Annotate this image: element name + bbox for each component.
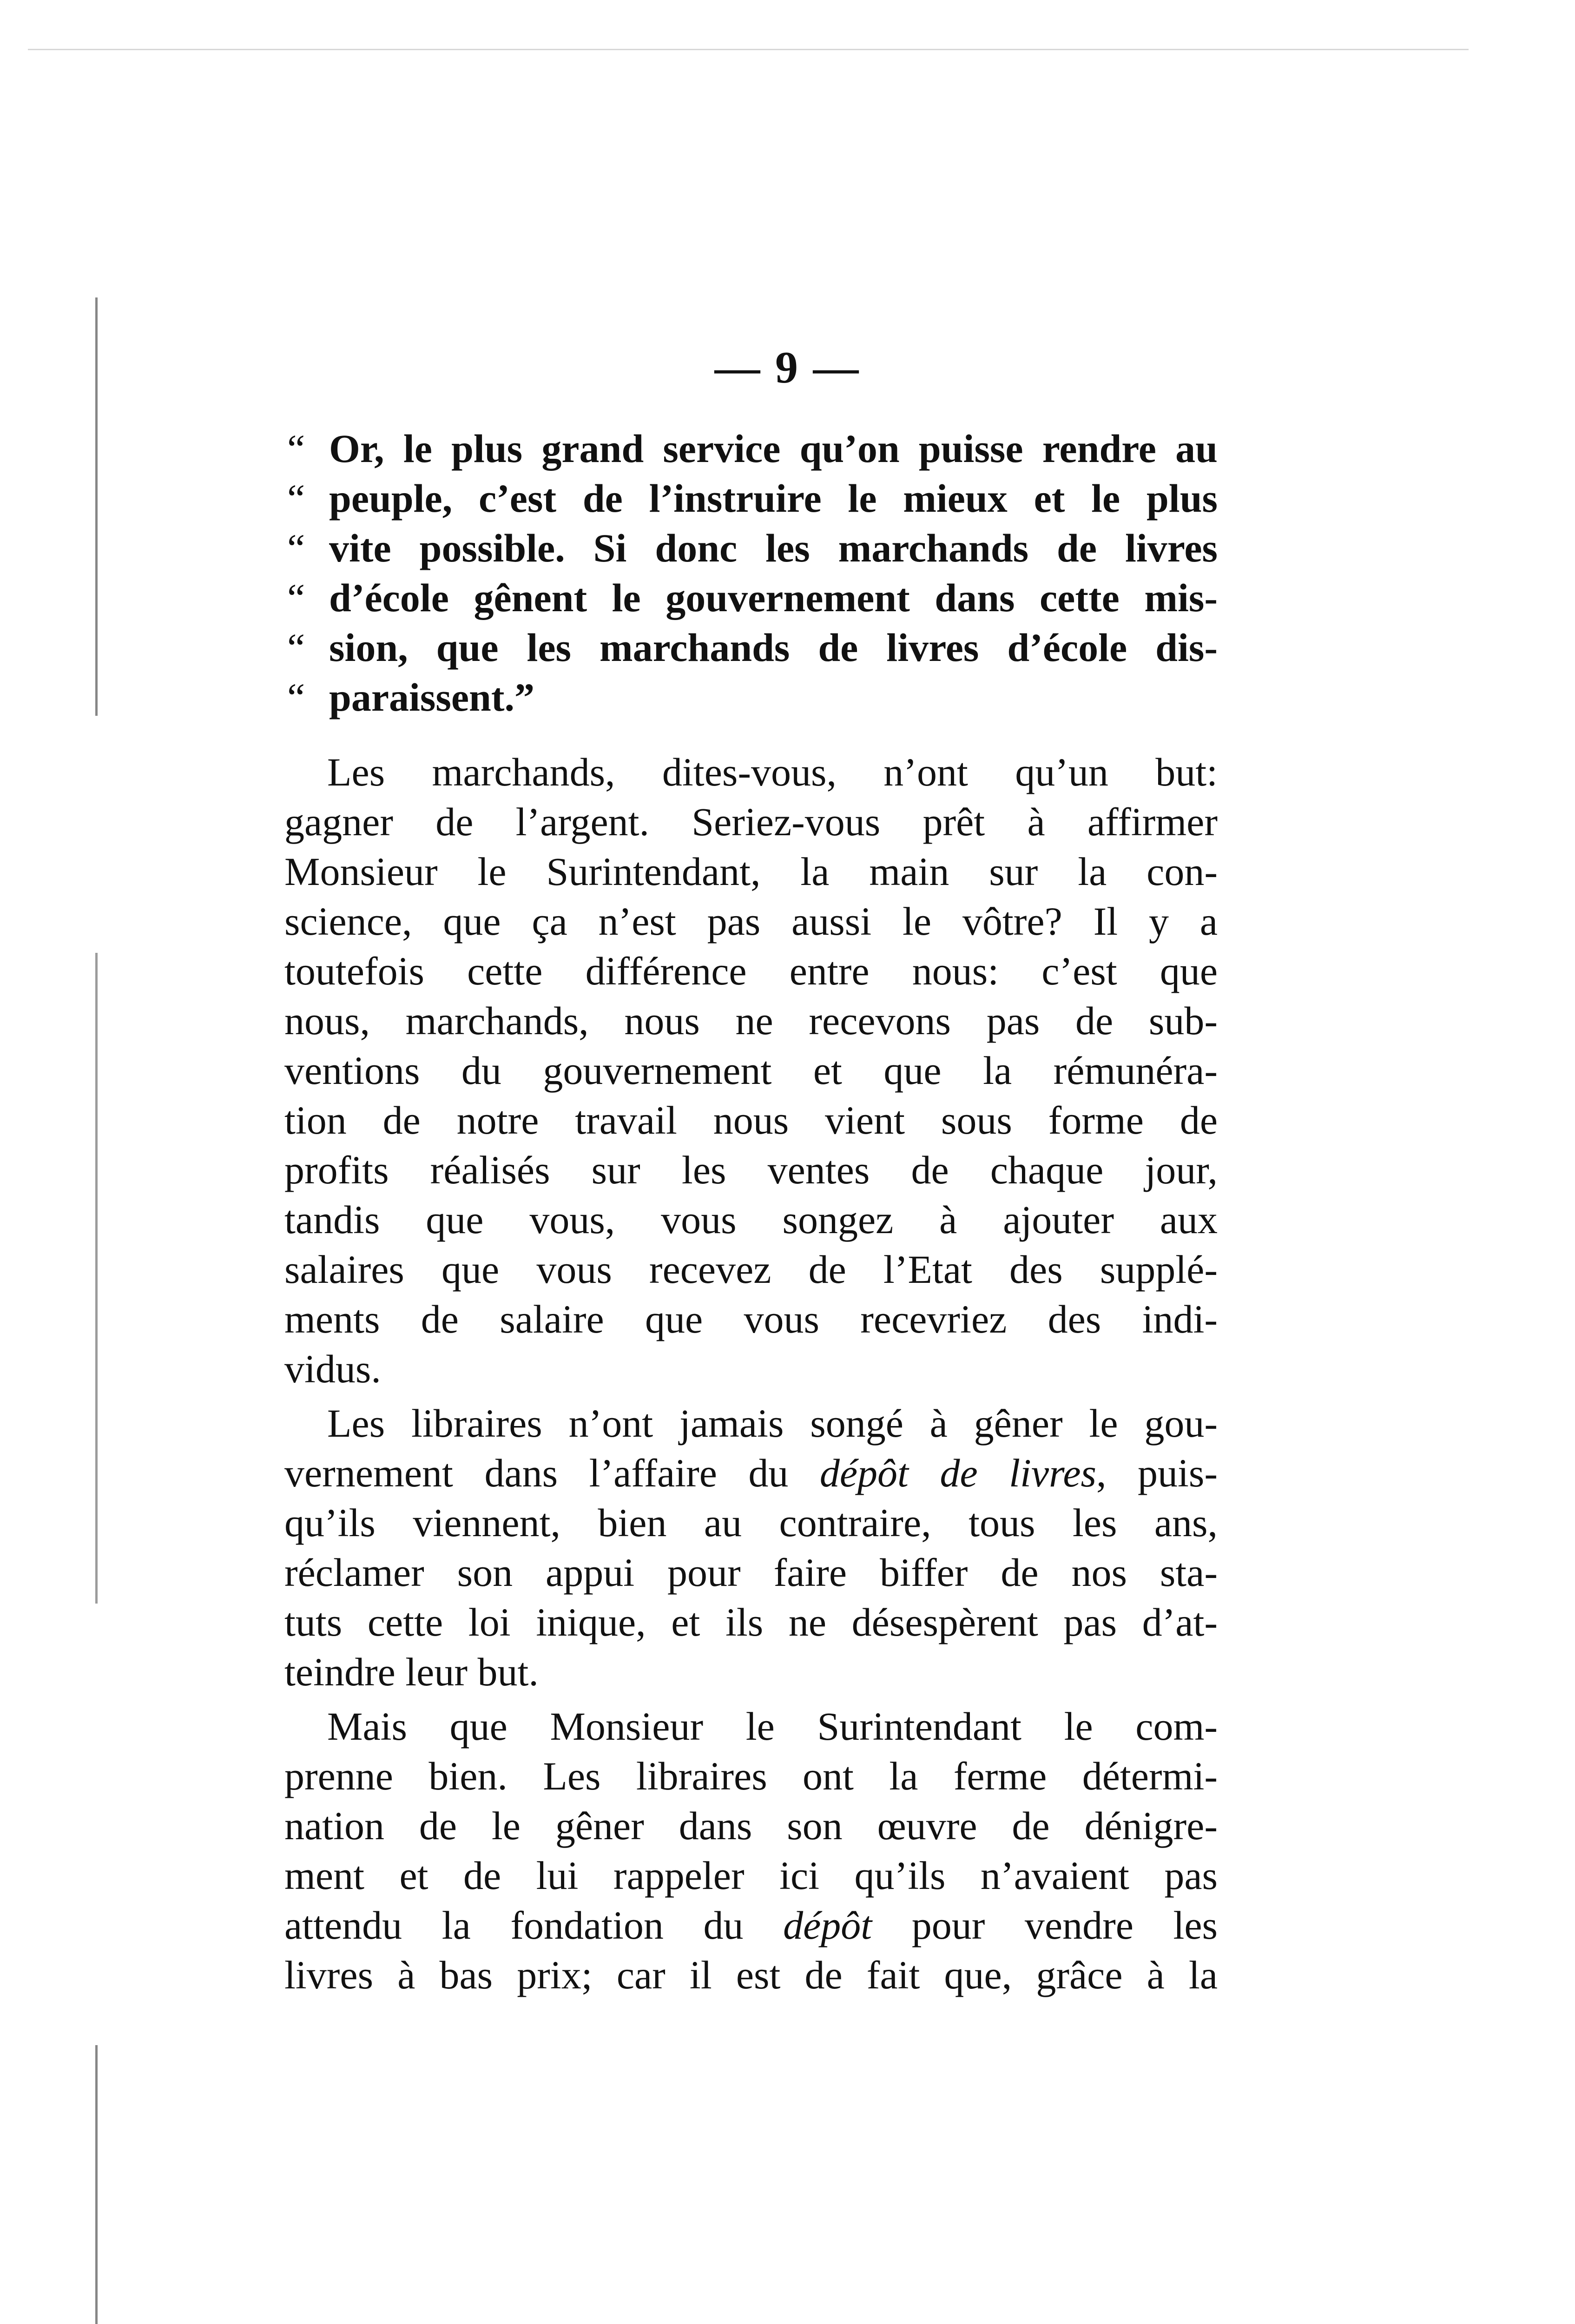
left-margin-line [95, 953, 98, 1604]
text-line: salaires que vous recevez de l’Etat des supplé- [284, 1247, 1218, 1292]
left-margin-line [95, 2045, 98, 2324]
italic-title: dépôt de livres [819, 1451, 1096, 1495]
text-line: livres à bas prix; car il est de fait que, grâce à la [284, 1953, 1218, 1997]
text-line: profits réalisés sur les ventes de chaque jour, [284, 1148, 1218, 1192]
text-line: Mais que Monsieur le Surintendant le com- [327, 1704, 1218, 1749]
page-number: — 9 — [714, 343, 861, 393]
text-line: Les libraires n’ont jamais songé à gêner le gou- [327, 1401, 1218, 1446]
text-line: Monsieur le Surintendant, la main sur la con- [284, 849, 1218, 894]
quote-line: “ vite possible. Si donc les marchands de livres [287, 526, 1218, 570]
text-line: tandis que vous, vous songez à ajouter aux [284, 1197, 1218, 1242]
quote-line: “ d’école gênent le gouvernement dans cette mis- [287, 575, 1218, 620]
text-line: tuts cette loi inique, et ils ne désespèrent pas d’at- [284, 1600, 1218, 1644]
quote-line: “ Or, le plus grand service qu’on puisse rendre au [287, 426, 1218, 471]
text-line: vernement dans l’affaire du dépôt de livres, puis- [284, 1451, 1218, 1495]
text-line: attendu la fondation du dépôt pour vendre les [284, 1903, 1218, 1948]
text-line: toutefois cette différence entre nous: c’est que [284, 949, 1218, 993]
paragraph [284, 1399, 1218, 1697]
quote-line: “ sion, que les marchands de livres d’école dis- [287, 625, 1218, 670]
quote-line: “ paraissent.” [287, 675, 534, 720]
text-line: ments de salaire que vous recevriez des indi- [284, 1297, 1218, 1341]
top-edge-smudge [28, 49, 1469, 50]
text-line: science, que ça n’est pas aussi le vôtre? Il y a [284, 899, 1218, 944]
text-line: tion de notre travail nous vient sous forme de [284, 1098, 1218, 1142]
paragraph [284, 1702, 1218, 2000]
text-line: ventions du gouvernement et que la rémunéra- [284, 1048, 1218, 1093]
text-line: qu’ils viennent, bien au contraire, tous les ans, [284, 1500, 1218, 1545]
text-line: prenne bien. Les libraires ont la ferme détermi- [284, 1754, 1218, 1798]
text-line: réclamer son appui pour faire biffer de nos sta- [284, 1550, 1218, 1595]
quote-line: “ peuple, c’est de l’instruire le mieux et le plus [287, 476, 1218, 521]
quotation [287, 424, 1218, 722]
text-line: Les marchands, dites-vous, n’ont qu’un but: [327, 750, 1218, 794]
text-line: vidus. [284, 1347, 381, 1391]
text-line: teindre leur but. [284, 1650, 539, 1694]
body-text [284, 424, 1218, 2000]
text-line: gagner de l’argent. Seriez-vous prêt à affirmer [284, 799, 1218, 844]
text-line: nation de le gêner dans son œuvre de dénigre- [284, 1803, 1218, 1848]
paragraph [284, 747, 1218, 1394]
text-line: ment et de lui rappeler ici qu’ils n’avaient pas [284, 1853, 1218, 1898]
text-line: nous, marchands, nous ne recevons pas de sub- [284, 998, 1218, 1043]
italic-title: dépôt [783, 1903, 872, 1948]
